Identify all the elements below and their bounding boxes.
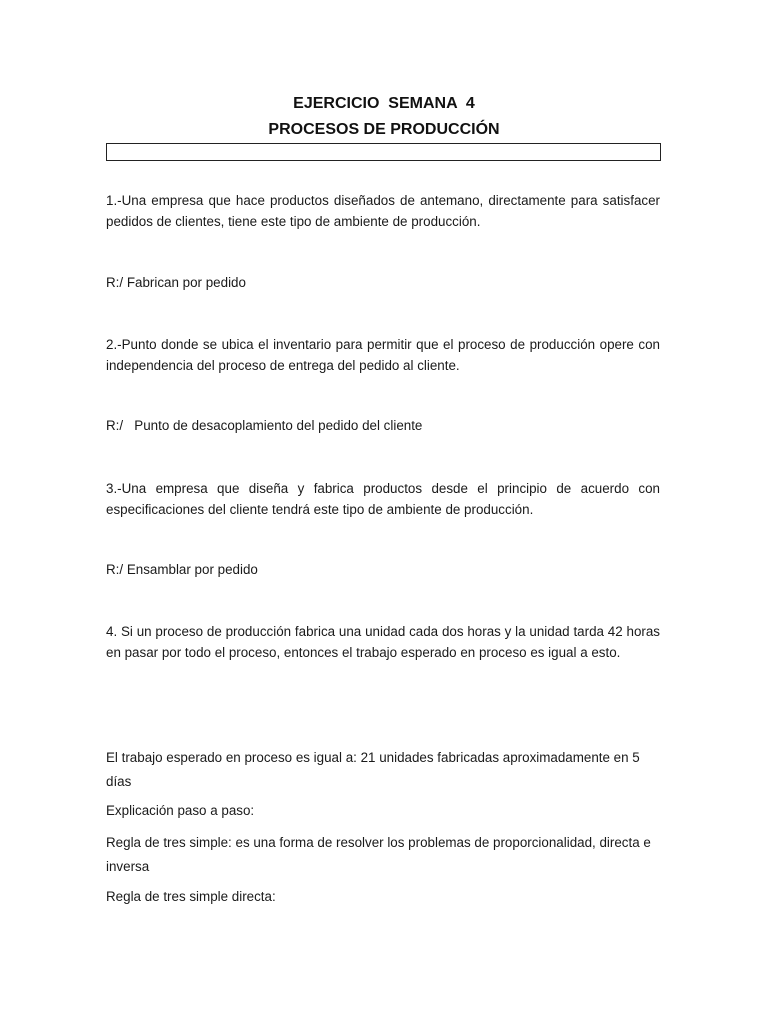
explanation-step-label: Explicación paso a paso:: [106, 803, 255, 818]
rule-direct-heading: Regla de tres simple directa:: [106, 889, 276, 904]
rule-definition: Regla de tres simple: es una forma de resolver los problemas de proporcionalidad, directa e inversa: [106, 835, 651, 874]
document-title: EJERCICIO SEMANA 4: [293, 95, 475, 112]
answer-3: R:/ Ensamblar por pedido: [106, 562, 258, 577]
title-underline-box: [106, 143, 661, 161]
answer-2: R:/ Punto de desacoplamiento del pedido del cliente: [106, 418, 423, 433]
answer-1: R:/ Fabrican por pedido: [106, 275, 246, 290]
question-1: 1.-Una empresa que hace productos diseñados de antemano, directamente para satisfacer pedidos de clientes, tiene este tipo de ambiente de producción.: [106, 193, 660, 229]
question-4: 4. Si un proceso de producción fabrica una unidad cada dos horas y la unidad tarda 42 horas en pasar por todo el proceso, entonces el trabajo esperado en proceso es igual a esto.: [106, 624, 660, 660]
document-subtitle: PROCESOS DE PRODUCCIÓN: [268, 121, 500, 138]
question-3: 3.-Una empresa que diseña y fabrica productos desde el principio de acuerdo con especificaciones del cliente tendrá este tipo de ambiente de producción.: [106, 481, 660, 517]
explanation-result: El trabajo esperado en proceso es igual a: 21 unidades fabricadas aproximadamente en 5 días: [106, 750, 640, 789]
question-2: 2.-Punto donde se ubica el inventario para permitir que el proceso de producción opere con independencia del proceso de entrega del pedido al cliente.: [106, 337, 660, 373]
